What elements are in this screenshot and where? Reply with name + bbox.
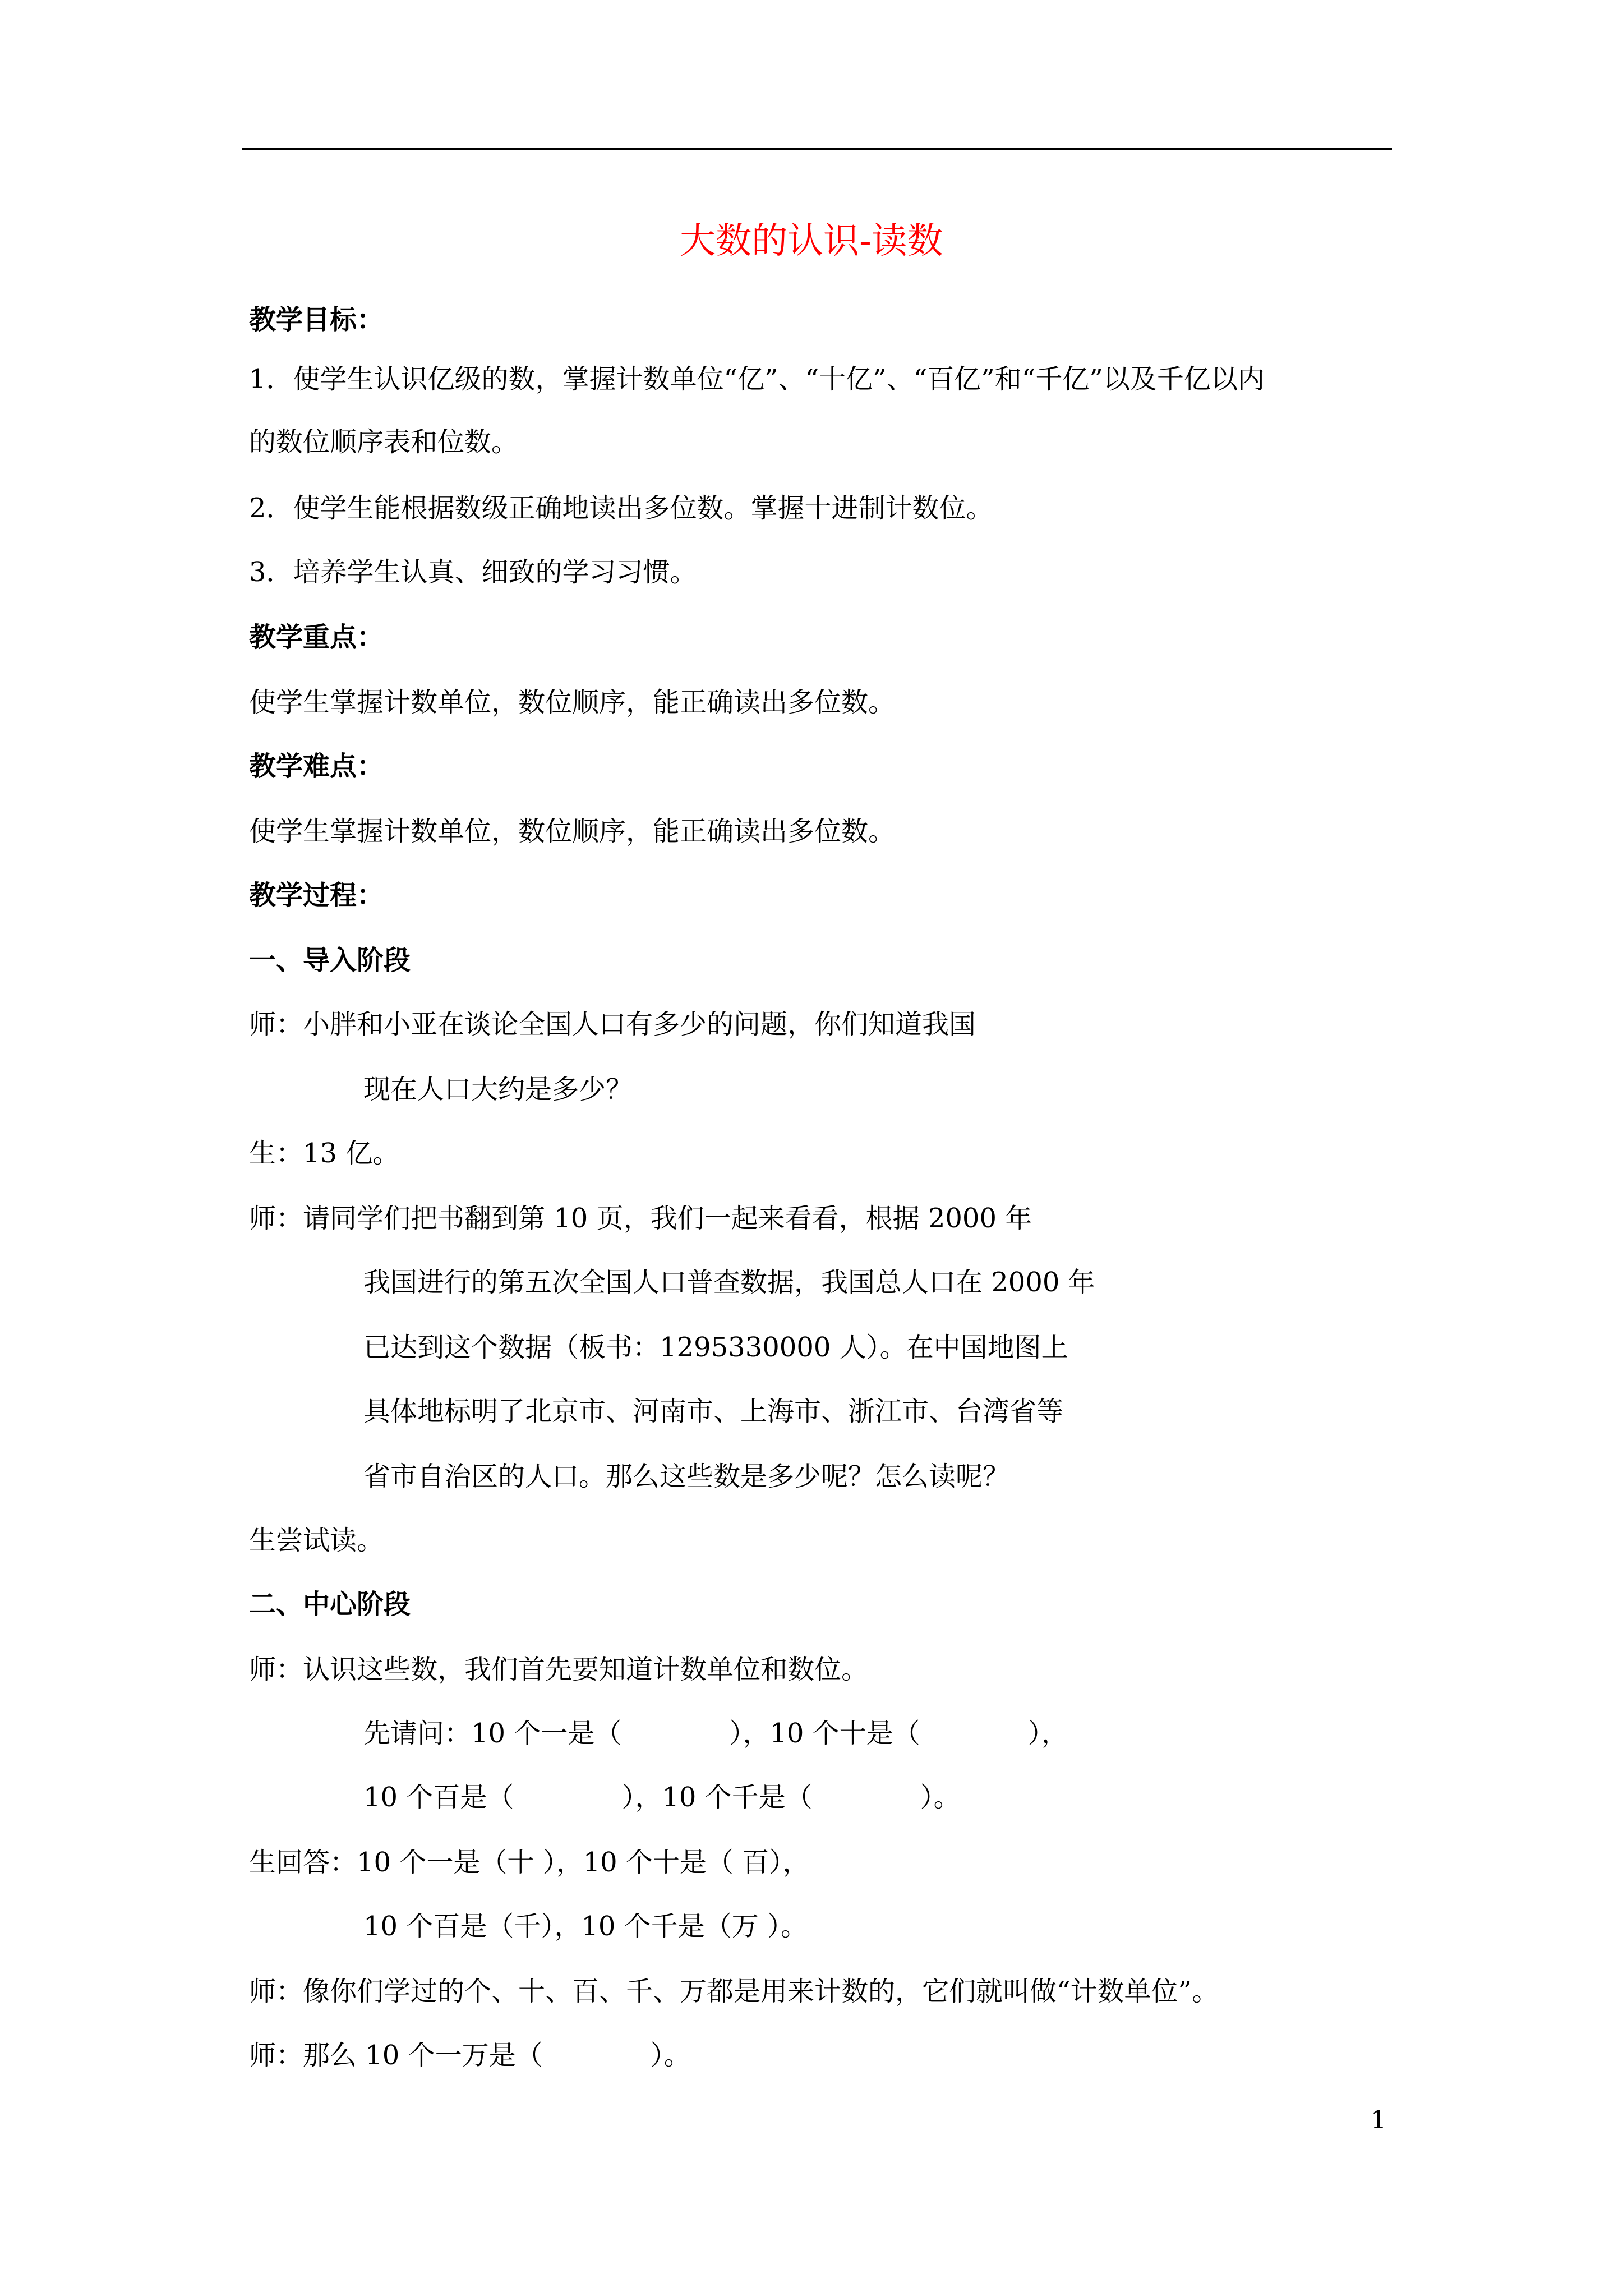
heading-central-stage: 二、中心阶段 [249,1589,411,1620]
teacher-question-1: 先请问：10 个一是（ ），10 个十是（ ）， [363,1718,1068,1749]
student-try-reading: 生尝试读。 [249,1525,384,1556]
teacher-line-2-cont-4: 省市自治区的人口。那么这些数是多少呢？怎么读呢？ [363,1461,1010,1492]
student-answer-1: 生：13 亿。 [249,1138,400,1169]
heading-key-points: 教学重点： [249,622,384,653]
difficulties-text: 使学生掌握计数单位，数位顺序，能正确读出多位数。 [249,816,896,847]
heading-objectives: 教学目标： [249,304,384,335]
page-number: 1 [1371,2106,1386,2134]
teacher-line-2: 师：请同学们把书翻到第 10 页，我们一起来看看，根据 2000 年 [249,1203,1032,1234]
header-rule [242,148,1392,150]
teacher-line-3: 师：认识这些数，我们首先要知道计数单位和数位。 [249,1654,869,1685]
student-answer-2-cont: 10 个百是（千），10 个千是（万 ）。 [363,1911,808,1942]
objective-1-line-2: 的数位顺序表和位数。 [249,426,519,458]
teacher-question-2: 10 个百是（ ），10 个千是（ ）。 [363,1782,961,1813]
heading-intro-stage: 一、导入阶段 [249,945,411,976]
objective-1-line-1: 1．使学生认识亿级的数，掌握计数单位“亿”、“十亿”、“百亿”和“千亿”以及千亿以内 [249,364,1265,395]
document-title: 大数的认识-读数 [680,220,943,262]
teacher-line-2-cont-1: 我国进行的第五次全国人口普查数据，我国总人口在 2000 年 [363,1267,1095,1298]
student-answer-2: 生回答：10 个一是（十 ），10 个十是（ 百）， [249,1847,810,1878]
key-points-text: 使学生掌握计数单位，数位顺序，能正确读出多位数。 [249,687,896,718]
teacher-line-2-cont-2: 已达到这个数据（板书：1295330000 人）。在中国地图上 [363,1332,1068,1363]
teacher-line-5: 师：那么 10 个一万是（ ）。 [249,2040,691,2071]
heading-difficulties: 教学难点： [249,751,384,782]
objective-2: 2．使学生能根据数级正确地读出多位数。掌握十进制计数位。 [249,493,993,524]
teacher-line-1-cont: 现在人口大约是多少？ [363,1074,633,1105]
teacher-line-1: 师：小胖和小亚在谈论全国人口有多少的问题，你们知道我国 [249,1009,976,1040]
heading-process: 教学过程： [249,880,384,911]
objective-3: 3．培养学生认真、细致的学习习惯。 [249,556,697,588]
teacher-line-2-cont-3: 具体地标明了北京市、河南市、上海市、浙江市、台湾省等 [363,1396,1064,1427]
teacher-line-4: 师：像你们学过的个、十、百、千、万都是用来计数的，它们就叫做“计数单位”。 [249,1976,1219,2007]
